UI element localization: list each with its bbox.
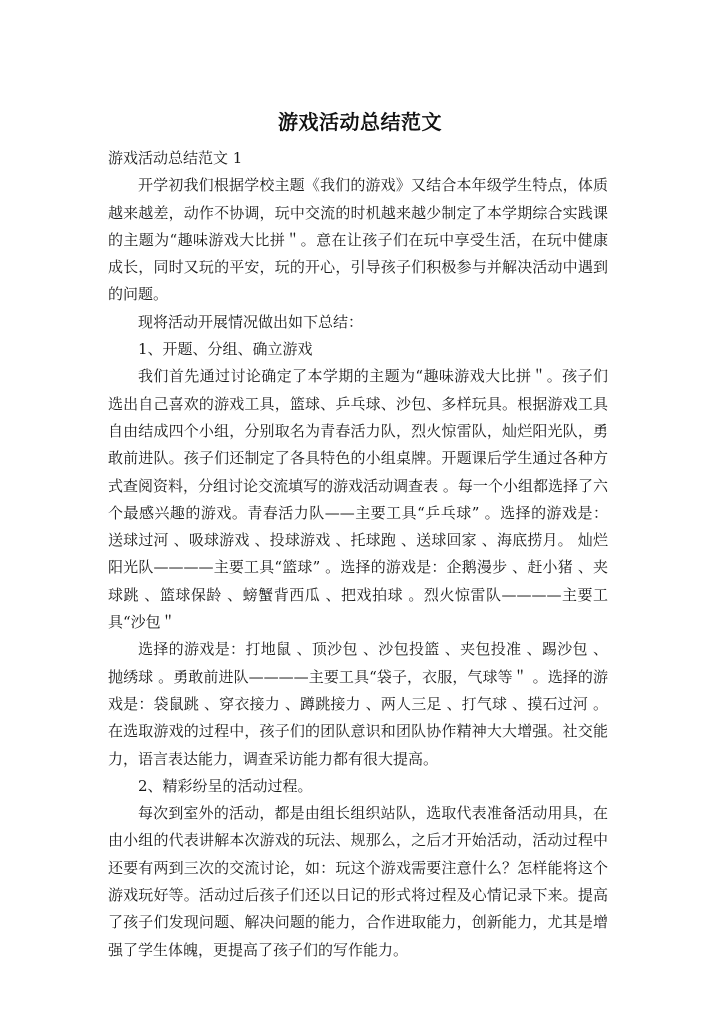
document-body [108, 145, 608, 964]
paragraph-heading-1: 游戏活动总结范文 1 [108, 149, 243, 167]
section-heading-2: 2、精彩纷呈的活动过程。 [138, 776, 313, 795]
paragraph-game-selection: 选择的游戏是：打地鼠 、顶沙包 、沙包投篮 、夹包投准 、踢沙包 、抛绣球 。勇敢前进队————主要工具“袋子，衣服，气球等＂ 。选择的游戏是：袋鼠跳 、穿衣接力 、蹲跳接力 、两人三足 、打气球 、摸石过河 。在选取游戏的过程中，孩子们的团队意识和团队协作精神大大增强。社交能力，语言表达能力，调查采访能力都有很大提高。 [108, 640, 608, 768]
paragraph-activity-process: 每次到室外的活动，都是由组长组织站队，选取代表准备活动用具，在由小组的代表讲解本次游戏的玩法、规那么，之后才开始活动，活动过程中还要有两到三次的交流讨论，如：玩这个游戏需要注意什么？怎样能将这个游戏玩好等。活动过后孩子们还以日记的形式将过程及心情记录下来。提高了孩子们发现问题、解决问题的能力，合作进取能力，创新能力，尤其是增强了学生体魄，更提高了孩子们的写作能力。 [108, 804, 608, 959]
section-heading-1: 1、开题、分组、确立游戏 [138, 340, 313, 359]
paragraph-summary-lead: 现将活动开展情况做出如下总结： [138, 312, 364, 331]
paragraph-grouping: 我们首先通过讨论确定了本学期的主题为“趣味游戏大比拼＂。孩子们选出自己喜欢的游戏工具，篮球、乒乓球、沙包、多样玩具。根据游戏工具自由结成四个小组，分别取名为青春活力队，烈火惊雷队，灿烂阳光队，勇敢前进队。孩子们还制定了各具特色的小组桌牌。开题课后学生通过各种方式查阅资料，分组讨论交流填写的游戏活动调查表 。每一个小组都选择了六个最感兴趣的游戏。青春活力队——主要工具“乒乓球” 。选择的游戏是：送球过河 、吸球游戏 、投球游戏 、托球跑 、送球回家 、海底捞月。 灿烂阳光队————主要工具“篮球” 。选择的游戏是：企鹅漫步 、赶小猪 、夹球跳 、篮球保龄 、螃蟹背西瓜 、把戏拍球 。烈火惊雷队————主要工具“沙包＂ [108, 367, 608, 632]
paragraph-intro: 开学初我们根据学校主题《我们的游戏》又结合本年级学生特点，体质越来越差，动作不协调，玩中交流的时机越来越少制定了本学期综合实践课的主题为“趣味游戏大比拼＂。意在让孩子们在玩中享受生活，在玩中健康成长，同时又玩的平安，玩的开心，引导孩子们积极参与并解决活动中遇到的问题。 [108, 176, 608, 304]
document-title: 游戏活动总结范文 [278, 110, 442, 134]
